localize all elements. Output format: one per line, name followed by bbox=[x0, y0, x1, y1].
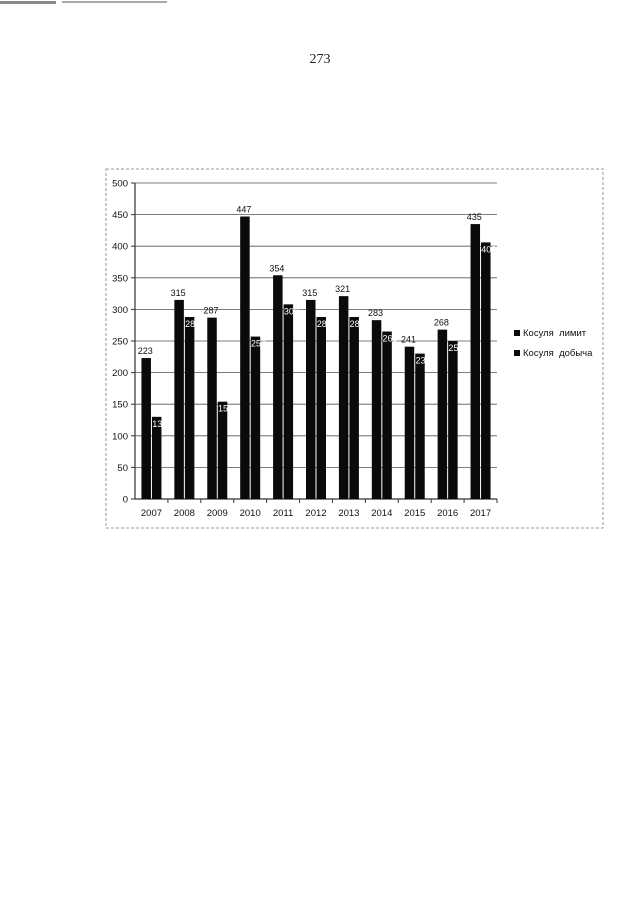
x-tick-label: 2010 bbox=[239, 508, 261, 519]
data-label: 354 bbox=[269, 263, 285, 274]
data-label: 315 bbox=[302, 287, 318, 298]
legend-label: Косуля добыча bbox=[523, 348, 593, 359]
x-tick-label: 2007 bbox=[140, 508, 163, 519]
data-label: 283 bbox=[368, 308, 384, 319]
bar-limit bbox=[240, 216, 250, 499]
x-tick-label: 2009 bbox=[206, 508, 228, 519]
bar-limit bbox=[273, 275, 283, 499]
bar-limit bbox=[306, 300, 316, 499]
x-tick-label: 2014 bbox=[371, 508, 393, 519]
x-tick-label: 2017 bbox=[469, 508, 492, 519]
legend-label: Косуля лимит bbox=[523, 328, 587, 339]
x-tick-label: 2016 bbox=[437, 508, 459, 519]
data-label: 447 bbox=[236, 204, 252, 215]
data-label: 288 bbox=[349, 318, 365, 329]
y-tick-label: 0 bbox=[122, 494, 128, 506]
y-tick-label: 250 bbox=[112, 336, 128, 348]
y-tick-label: 300 bbox=[112, 304, 128, 316]
data-label: 130 bbox=[152, 418, 168, 429]
data-label: 223 bbox=[137, 346, 153, 357]
bar-limit bbox=[141, 358, 151, 499]
y-tick-label: 500 bbox=[112, 178, 128, 190]
bar-harvest bbox=[481, 242, 491, 499]
bar-limit bbox=[174, 300, 184, 499]
y-tick-label: 400 bbox=[112, 241, 128, 253]
data-label: 265 bbox=[382, 333, 398, 344]
data-label: 257 bbox=[250, 338, 266, 349]
x-tick-label: 2011 bbox=[272, 508, 294, 519]
bar-harvest bbox=[382, 332, 392, 499]
data-label: 288 bbox=[185, 318, 201, 329]
data-label: 288 bbox=[316, 318, 332, 329]
bar-limit bbox=[372, 320, 382, 499]
bar-limit bbox=[339, 296, 349, 499]
data-label: 268 bbox=[433, 317, 449, 328]
bar-harvest bbox=[284, 304, 294, 499]
data-label: 230 bbox=[415, 355, 431, 366]
y-tick-label: 50 bbox=[117, 462, 128, 474]
bar-limit bbox=[438, 330, 448, 499]
page-number: 273 bbox=[309, 52, 331, 67]
data-label: 321 bbox=[335, 284, 351, 295]
bar-limit bbox=[405, 347, 415, 499]
y-tick-label: 100 bbox=[112, 431, 128, 443]
bar-limit bbox=[207, 318, 217, 499]
data-label: 308 bbox=[283, 306, 299, 317]
legend-swatch bbox=[514, 330, 520, 336]
data-label: 315 bbox=[170, 287, 186, 298]
y-tick-label: 200 bbox=[112, 368, 128, 380]
legend-swatch bbox=[514, 350, 520, 356]
y-tick-label: 350 bbox=[112, 273, 128, 285]
x-tick-label: 2013 bbox=[338, 508, 360, 519]
data-label: 406 bbox=[481, 244, 497, 255]
bar-harvest bbox=[185, 317, 195, 499]
bar-harvest bbox=[415, 354, 425, 499]
bar-limit bbox=[471, 224, 481, 499]
x-tick-label: 2012 bbox=[305, 508, 327, 519]
data-label: 241 bbox=[400, 334, 416, 345]
data-label: 287 bbox=[203, 305, 219, 316]
x-tick-label: 2008 bbox=[173, 508, 195, 519]
bar-harvest bbox=[448, 341, 458, 499]
bar-harvest bbox=[251, 337, 261, 499]
y-tick-label: 450 bbox=[112, 210, 128, 222]
data-label: 154 bbox=[218, 403, 234, 414]
bar-harvest bbox=[218, 402, 228, 499]
bar-harvest bbox=[152, 417, 162, 499]
data-label: 250 bbox=[448, 343, 464, 353]
x-tick-label: 2015 bbox=[404, 508, 426, 519]
data-label: 435 bbox=[466, 212, 482, 223]
bar-harvest bbox=[317, 317, 327, 499]
bar-harvest bbox=[349, 317, 359, 499]
y-tick-label: 150 bbox=[112, 399, 128, 411]
